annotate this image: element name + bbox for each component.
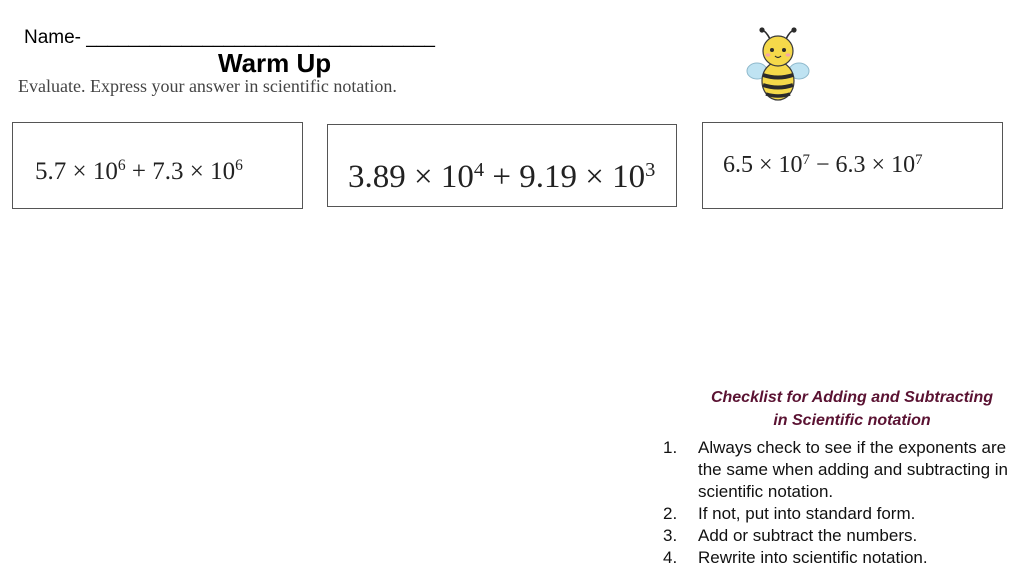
times-symbol: × bbox=[871, 152, 886, 178]
checklist-title-line-1: Checklist for Adding and Subtracting bbox=[710, 389, 994, 406]
checklist-item bbox=[660, 437, 1020, 503]
problem-box-2 bbox=[327, 124, 677, 207]
instructions-text: Evaluate. Express your answer in scientific notation. bbox=[18, 76, 397, 96]
times-symbol: × bbox=[585, 159, 604, 195]
checklist-item-text: If not, put into standard form. bbox=[698, 504, 916, 523]
base-ten: 10 bbox=[612, 159, 646, 195]
name-field-line: Name- _________________________________ bbox=[24, 27, 435, 48]
times-symbol: × bbox=[189, 158, 204, 185]
operator-symbol: + bbox=[492, 159, 511, 195]
bee-clipart-icon bbox=[744, 25, 812, 103]
times-symbol: × bbox=[72, 158, 87, 185]
base-ten: 10 bbox=[778, 152, 803, 178]
checklist-item bbox=[660, 525, 1020, 547]
base-ten: 10 bbox=[210, 158, 236, 185]
problem-3-exp-b: 7 bbox=[915, 151, 923, 168]
times-symbol: × bbox=[414, 159, 433, 195]
operator-symbol: + bbox=[131, 158, 146, 185]
problem-box-1 bbox=[12, 122, 303, 209]
checklist-item-number: 4. bbox=[663, 548, 678, 567]
checklist-item bbox=[660, 503, 1020, 525]
checklist-item bbox=[660, 547, 1020, 569]
checklist-item-number: 1. bbox=[663, 438, 678, 457]
checklist-title-line-2: in Scientific notation bbox=[773, 412, 931, 429]
times-symbol: × bbox=[759, 152, 773, 178]
problem-2-exp-b: 3 bbox=[645, 158, 656, 181]
problem-2-exp-a: 4 bbox=[473, 158, 485, 181]
problem-1-exp-a: 6 bbox=[117, 157, 126, 175]
problem-1-exp-b: 6 bbox=[235, 157, 243, 175]
checklist-title bbox=[694, 386, 1010, 432]
problem-3-exp-a: 7 bbox=[802, 151, 810, 168]
warmup-title-clip bbox=[218, 48, 358, 78]
warmup-title: Warm Up bbox=[218, 48, 332, 78]
problem-box-3 bbox=[702, 122, 1003, 209]
operator-symbol: − bbox=[815, 152, 830, 178]
checklist-steps bbox=[660, 437, 1020, 569]
problem-3-coef-a: 6.5 bbox=[723, 152, 753, 178]
checklist-item-number: 3. bbox=[663, 526, 678, 545]
problem-2-coef-b: 9.19 bbox=[519, 159, 577, 195]
problem-1-coef-a: 5.7 bbox=[35, 158, 67, 185]
checklist-item-text: Always check to see if the exponents are the same when adding and subtracting in scientific notation. bbox=[698, 438, 1008, 501]
checklist-item-number: 2. bbox=[663, 504, 678, 523]
problem-1-coef-b: 7.3 bbox=[152, 158, 184, 185]
checklist-item-text: Add or subtract the numbers. bbox=[698, 526, 918, 545]
checklist-item-text: Rewrite into scientific notation. bbox=[698, 548, 928, 567]
base-ten: 10 bbox=[440, 159, 474, 195]
base-ten: 10 bbox=[92, 158, 118, 185]
problem-2-coef-a: 3.89 bbox=[348, 159, 406, 195]
problem-3-coef-b: 6.3 bbox=[835, 152, 866, 178]
base-ten: 10 bbox=[891, 152, 916, 178]
